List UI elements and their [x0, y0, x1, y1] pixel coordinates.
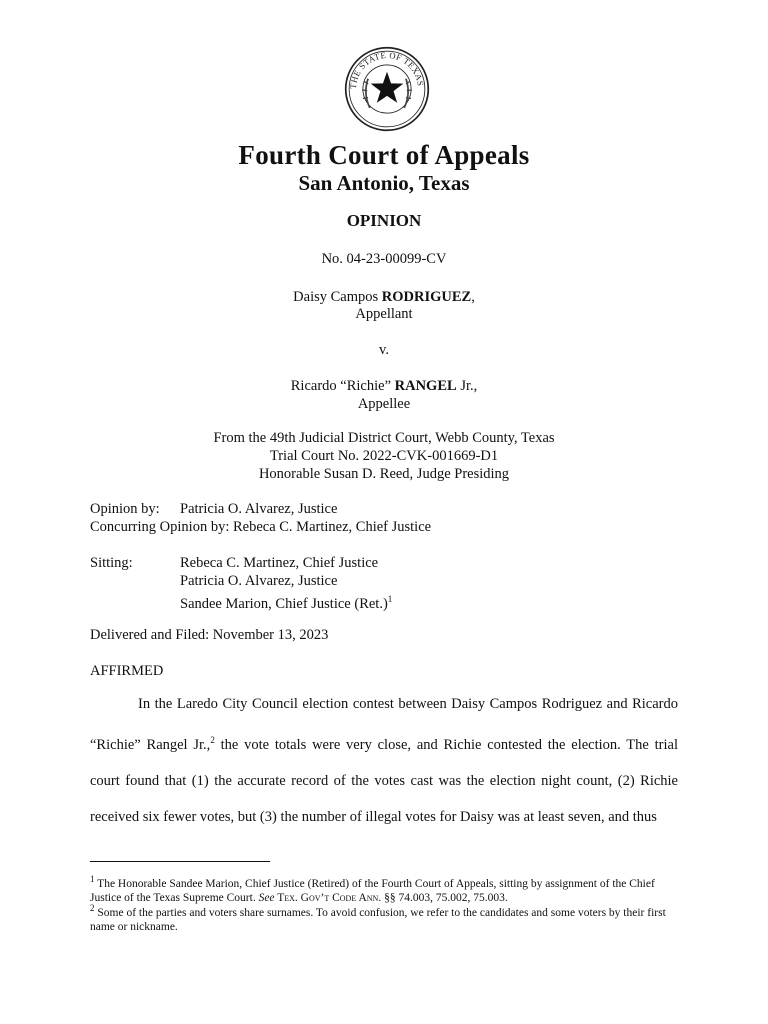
- disposition: AFFIRMED: [90, 663, 164, 679]
- footnote-2: [90, 901, 680, 934]
- trial-judge: Honorable Susan D. Reed, Judge Presiding: [258, 466, 510, 482]
- opinion-by: [90, 500, 338, 518]
- appellee-surname: RANGEL: [394, 378, 457, 394]
- footnote-1-see: See: [258, 891, 275, 904]
- appellee-suffix: Jr.,: [460, 378, 478, 394]
- appellee-name: [0, 377, 768, 395]
- sitting-justice-2: Patricia O. Alvarez, Justice: [180, 573, 338, 589]
- appellee-role: Appellee: [357, 396, 411, 412]
- appellant-name: [0, 288, 768, 306]
- footnote-divider: [90, 861, 270, 862]
- case-number: No. 04-23-00099-CV: [321, 251, 447, 267]
- body-text-part-2: the vote totals were very close, and Richie contested the election. The trial court found that (1) the accurate record of the votes cast was the election night count, (2) Richie received six fewer votes, but (3) the number of illegal votes for Daisy was at least seven, and thus: [90, 736, 678, 825]
- concurring-opinion: Concurring Opinion by: Rebeca C. Martinez, Chief Justice: [90, 519, 432, 535]
- footnote-1-citation: Tex. Gov’t Code Ann.: [274, 891, 382, 904]
- footnote-1-text: The Honorable Sandee Marion, Chief Justice (Retired) of the Fourth Court of Appeals, sitting by assignment of the Chief Justice of the Texas Supreme Court.: [90, 877, 655, 904]
- opinion-title: OPINION: [346, 211, 422, 230]
- sitting-justice-3-name: Sandee Marion, Chief Justice (Ret.): [180, 595, 388, 612]
- appellant-punct: ,: [471, 289, 475, 305]
- appellant-role: Appellant: [355, 306, 413, 322]
- sitting-justice-3: [180, 590, 392, 613]
- sitting-label: Sitting:: [90, 555, 133, 571]
- footnote-1-number: 1: [90, 874, 95, 884]
- footnote-2-number: 2: [90, 903, 95, 913]
- footnote-ref-2: 2: [210, 735, 215, 745]
- footnote-ref-1: 1: [387, 594, 393, 604]
- footnote-1: [90, 872, 680, 905]
- court-name: Fourth Court of Appeals: [238, 140, 530, 170]
- versus: v.: [379, 342, 389, 358]
- sitting-justice-1: Rebeca C. Martinez, Chief Justice: [180, 555, 379, 571]
- court-city: San Antonio, Texas: [298, 171, 470, 195]
- texas-state-seal-icon: [344, 46, 430, 132]
- opinion-by-label: Opinion by:: [90, 501, 160, 517]
- footnote-1-sections: §§ 74.003, 75.002, 75.003.: [381, 891, 508, 904]
- opinion-body-paragraph: [90, 686, 678, 835]
- opinion-by-value: Patricia O. Alvarez, Justice: [180, 501, 338, 517]
- delivered-date: Delivered and Filed: November 13, 2023: [90, 627, 329, 643]
- footnote-2-text: Some of the parties and voters share surnames. To avoid confusion, we refer to the candidates and some voters by their first name or nickname.: [90, 906, 666, 933]
- trial-court-number: Trial Court No. 2022-CVK-001669-D1: [269, 448, 499, 464]
- trial-court-from: From the 49th Judicial District Court, Webb County, Texas: [213, 430, 555, 446]
- body-text-part-1: In the Laredo City Council election contest between Daisy Campos Rodriguez and Ricardo “Richie” Rangel Jr.,: [90, 696, 678, 753]
- appellant-first-name: Daisy Campos: [293, 289, 379, 305]
- appellee-first-name: Ricardo “Richie”: [290, 378, 392, 394]
- appellant-surname: RODRIGUEZ: [381, 289, 472, 305]
- seal-text: THE STATE OF TEXAS: [347, 49, 426, 90]
